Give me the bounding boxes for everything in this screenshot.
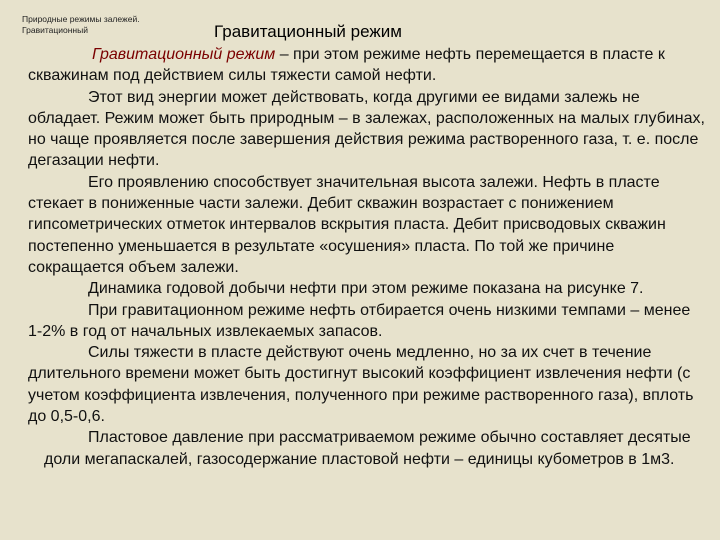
paragraph-4: Динамика годовой добычи нефти при этом режиме показана на рисунке 7. [88,280,644,298]
page-title: Гравитационный режим [214,22,402,41]
breadcrumb-line-2: Гравитационный [22,25,88,35]
paragraph-6: Силы тяжести в пласте действуют очень медленно, но за их счет в течение длительного времени может быть достигнут высокий коэффициент извлечения нефти (с учетом коэффициента извлечения, полученного при режиме растворенного газа), вплоть до 0,5-0,6. [28,344,694,426]
paragraph-7: Пластовое давление при рассматриваемом режиме обычно составляет десятые доли мегапаскалей, газосодержание пластовой нефти – единицы кубометров в 1м3. [44,429,691,468]
paragraph-1 [28,44,708,87]
paragraph-1-text: – при этом режиме нефть перемещается в пласте к скважинам под действием силы тяжести самой нефти. [28,46,665,85]
slide-body [28,44,708,470]
paragraph-2: Этот вид энергии может действовать, когда другими ее видами залежь не обладает. Режим может быть природным – в залежах, расположенных на малых глубинах, но чаще проявляется после завершения действия режима растворенного газа, т. е. после дегазации нефти. [28,88,705,170]
paragraph-3: Его проявлению способствует значительная высота залежи. Нефть в пласте стекает в пониженные части залежи. Дебит скважин возрастает с понижением гипсометрических отметок интервалов вскрытия пласта. Дебит присводовых скважин постепенно уменьшается в результате «осушения» пласта. По той же причине сокращается объем залежи. [28,173,666,276]
breadcrumb [22,14,140,36]
paragraph-5: При гравитационном режиме нефть отбирается очень низкими темпами – менее 1-2% в год от начальных извлекаемых запасов. [28,301,691,340]
breadcrumb-line-1: Природные режимы залежей. [22,14,140,24]
term-emphasis: Гравитационный режим [92,46,276,63]
